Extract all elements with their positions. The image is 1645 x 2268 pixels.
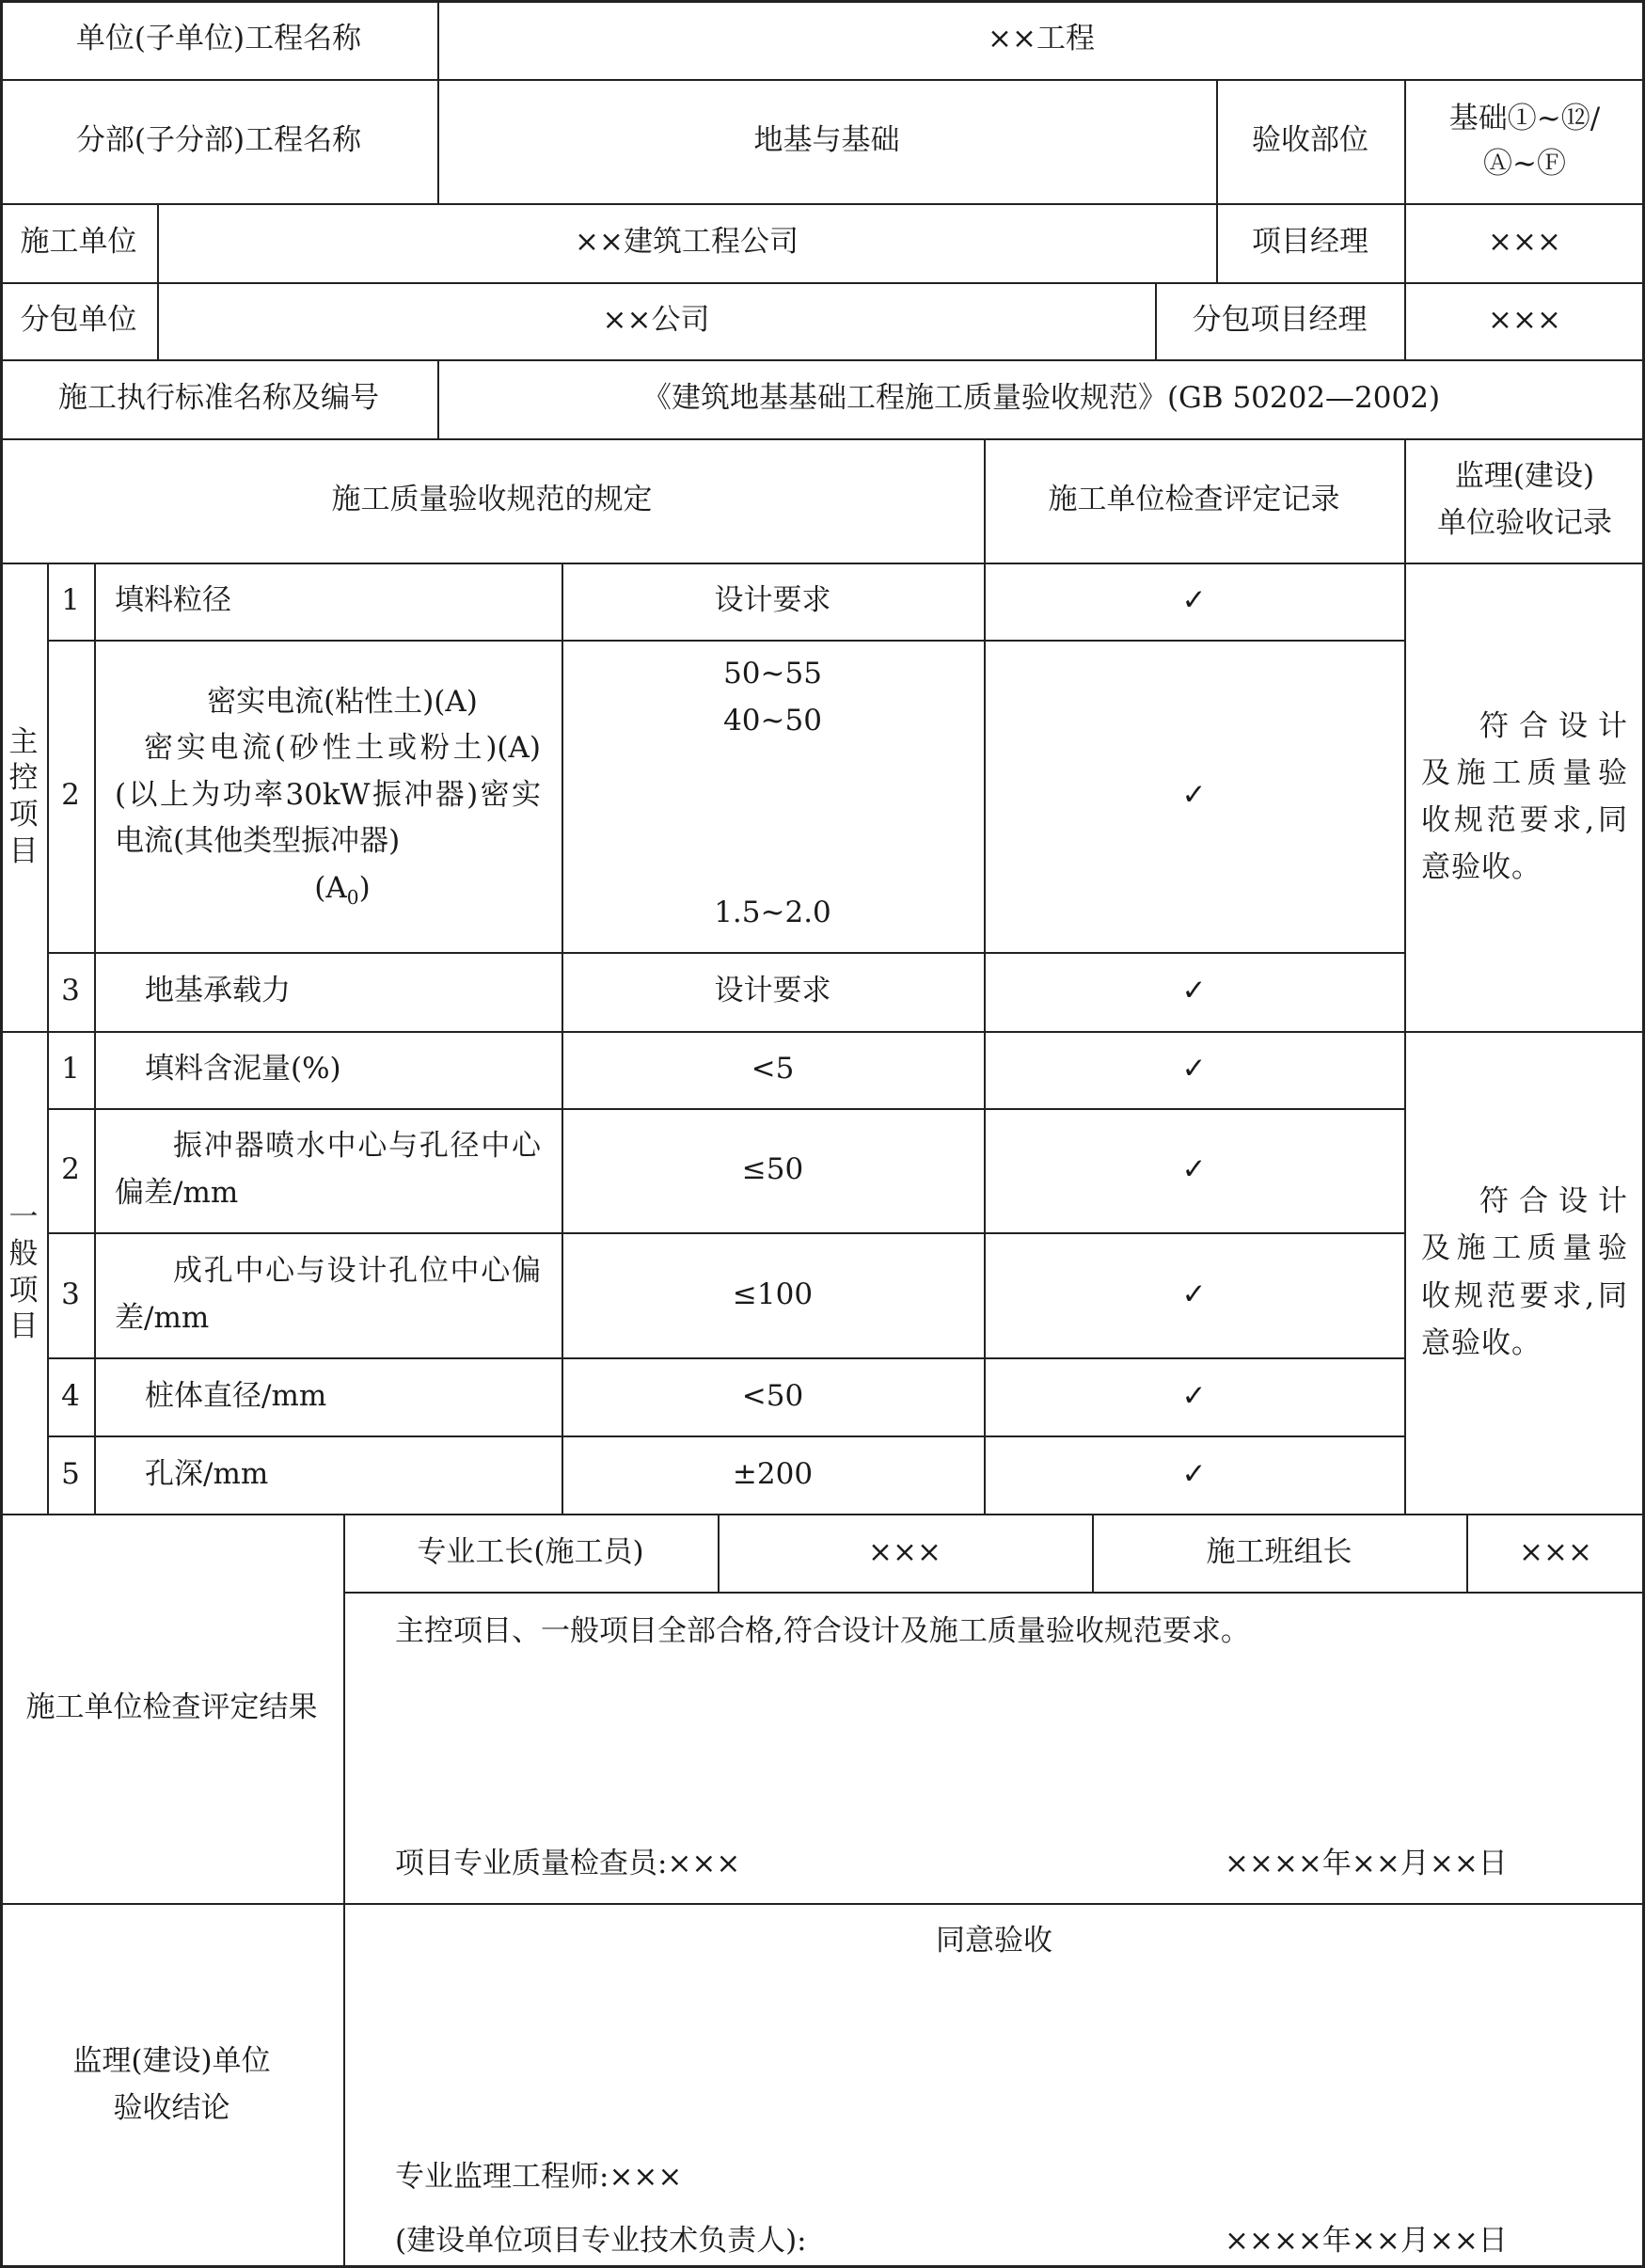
item-name: 填料含泥量(%) <box>145 1052 341 1086</box>
item-number: 4 <box>61 1378 80 1413</box>
item-requirement: <50 <box>741 1378 804 1413</box>
spec-column-header: 施工质量验收规范的规定 <box>331 483 653 517</box>
main-control-conclusion <box>1404 563 1645 1031</box>
item-requirement: ≤50 <box>741 1152 804 1187</box>
item-number: 1 <box>61 1052 80 1086</box>
standard-value: 《建筑地基基础工程施工质量验收规范》(GB 50202—2002) <box>641 381 1441 416</box>
item-requirement: ±200 <box>732 1456 814 1491</box>
item-name-paragraph: 成孔中心与设计孔位中心偏差/mm <box>115 1253 541 1335</box>
item-name-paragraph: 密实电流(砂性土或粉土)(A)(以上为功率30kW振冲器)密实电流(其他类型振冲器) <box>115 731 541 859</box>
supervision-result-text: 同意验收 <box>936 1924 1052 1958</box>
item-requirement: 50~55 <box>723 657 822 690</box>
record-column-header: 施工单位检查评定记录 <box>1048 483 1340 517</box>
owner-representative: (建设单位项目专业技术负责人): <box>395 2224 807 2258</box>
item-number: 1 <box>61 583 80 618</box>
item-requirement: <5 <box>751 1052 795 1086</box>
item-name-line: 密实电流(粘性土)(A) <box>207 684 478 719</box>
row-divider <box>343 1592 1645 1594</box>
standard-label: 施工执行标准名称及编号 <box>58 381 379 416</box>
construction-result-date: ××××年××月××日 <box>1225 1847 1508 1880</box>
acceptance-part-label: 验收部位 <box>1252 123 1368 158</box>
item-name-multiline <box>94 640 562 952</box>
supervision-header-line-2: 单位验收记录 <box>1437 506 1612 540</box>
subcontract-unit-label: 分包单位 <box>20 303 137 338</box>
check-mark-icon: ✓ <box>1181 1277 1207 1311</box>
item-name: 桩体直径/mm <box>145 1378 327 1413</box>
unit-project-value: ××工程 <box>988 22 1095 56</box>
item-name-multiline <box>94 1232 562 1357</box>
check-mark-icon: ✓ <box>1181 778 1207 813</box>
check-mark-icon: ✓ <box>1181 1152 1207 1187</box>
check-mark-icon: ✓ <box>1181 1378 1207 1413</box>
quality-inspector: 项目专业质量检查员:××× <box>395 1847 741 1880</box>
unit-suffix: ) <box>358 870 371 905</box>
main-control-char: 目 <box>8 833 39 868</box>
acceptance-part-line-2: Ⓐ~Ⓕ <box>1483 147 1566 181</box>
acceptance-part-value <box>1404 79 1645 203</box>
supervision-label-line-2: 验收结论 <box>113 2091 230 2125</box>
check-mark-icon: ✓ <box>1181 974 1207 1008</box>
general-conclusion <box>1404 1031 1645 1514</box>
main-control-conclusion-text: 符合设计及施工质量验收规范要求,同意验收。 <box>1421 708 1628 885</box>
construction-result-label: 施工单位检查评定结果 <box>25 1690 318 1725</box>
sub-project-label: 分部(子分部)工程名称 <box>75 123 362 158</box>
team-leader-value: ××× <box>1519 1534 1592 1569</box>
unit-project-label: 单位(子单位)工程名称 <box>75 22 362 56</box>
construction-unit-label: 施工单位 <box>20 225 137 260</box>
subcontract-manager-label: 分包项目经理 <box>1192 303 1368 338</box>
item-name-multiline <box>94 1108 562 1232</box>
subcontract-unit-value: ××公司 <box>602 303 710 338</box>
item-number: 2 <box>61 778 80 813</box>
supervision-engineer: 专业监理工程师:××× <box>395 2160 683 2194</box>
item-requirement: 设计要求 <box>714 974 831 1008</box>
subcontract-manager-value: ××× <box>1488 303 1561 338</box>
item-number: 5 <box>61 1456 80 1491</box>
main-control-label <box>0 563 47 1031</box>
check-mark-icon: ✓ <box>1181 1456 1207 1491</box>
project-manager-label: 项目经理 <box>1252 225 1368 260</box>
main-control-char: 主 <box>8 724 39 759</box>
unit-subscript: 0 <box>346 886 359 910</box>
general-items-char: 目 <box>8 1309 39 1344</box>
item-number: 3 <box>61 974 80 1008</box>
construction-unit-value: ××建筑工程公司 <box>575 225 799 260</box>
supervision-column-header <box>1404 438 1645 563</box>
general-items-char: 一 <box>8 1200 39 1234</box>
unit-prefix: (A <box>314 870 347 905</box>
construction-result-text: 主控项目、一般项目全部合格,符合设计及施工质量验收规范要求。 <box>395 1614 1250 1648</box>
item-number: 3 <box>61 1277 80 1311</box>
item-name-paragraph: 振冲器喷水中心与孔径中心偏差/mm <box>115 1129 541 1210</box>
item-requirement: 40~50 <box>723 704 822 737</box>
sub-project-value: 地基与基础 <box>753 123 900 158</box>
item-name: 孔深/mm <box>145 1456 269 1491</box>
supervision-header-line-1: 监理(建设) <box>1454 459 1595 494</box>
general-items-label <box>0 1031 47 1514</box>
supervision-label-line-1: 监理(建设)单位 <box>72 2044 271 2079</box>
general-conclusion-text: 符合设计及施工质量验收规范要求,同意验收。 <box>1421 1184 1628 1360</box>
item-number: 2 <box>61 1152 80 1187</box>
general-items-char: 项 <box>8 1273 39 1308</box>
item-requirement: ≤100 <box>732 1277 814 1311</box>
col-divider <box>343 1514 345 2268</box>
supervision-result-label <box>0 1903 343 2268</box>
general-items-char: 般 <box>8 1236 39 1271</box>
acceptance-part-line-1: 基础①~⑫/ <box>1448 101 1601 135</box>
check-mark-icon: ✓ <box>1181 583 1207 618</box>
item-name: 填料粒径 <box>115 583 231 618</box>
item-name-unit <box>115 865 541 912</box>
supervision-result-date: ××××年××月××日 <box>1225 2224 1508 2258</box>
item-name: 地基承载力 <box>145 974 291 1008</box>
item-requirement: 设计要求 <box>714 583 831 618</box>
foreman-value: ××× <box>868 1534 941 1569</box>
foreman-label: 专业工长(施工员) <box>417 1534 644 1569</box>
check-mark-icon: ✓ <box>1181 1052 1207 1086</box>
main-control-char: 控 <box>8 761 39 796</box>
project-manager-value: ××× <box>1488 225 1561 260</box>
team-leader-label: 施工班组长 <box>1206 1534 1352 1569</box>
item-requirement: 1.5~2.0 <box>714 896 831 929</box>
main-control-char: 项 <box>8 798 39 832</box>
